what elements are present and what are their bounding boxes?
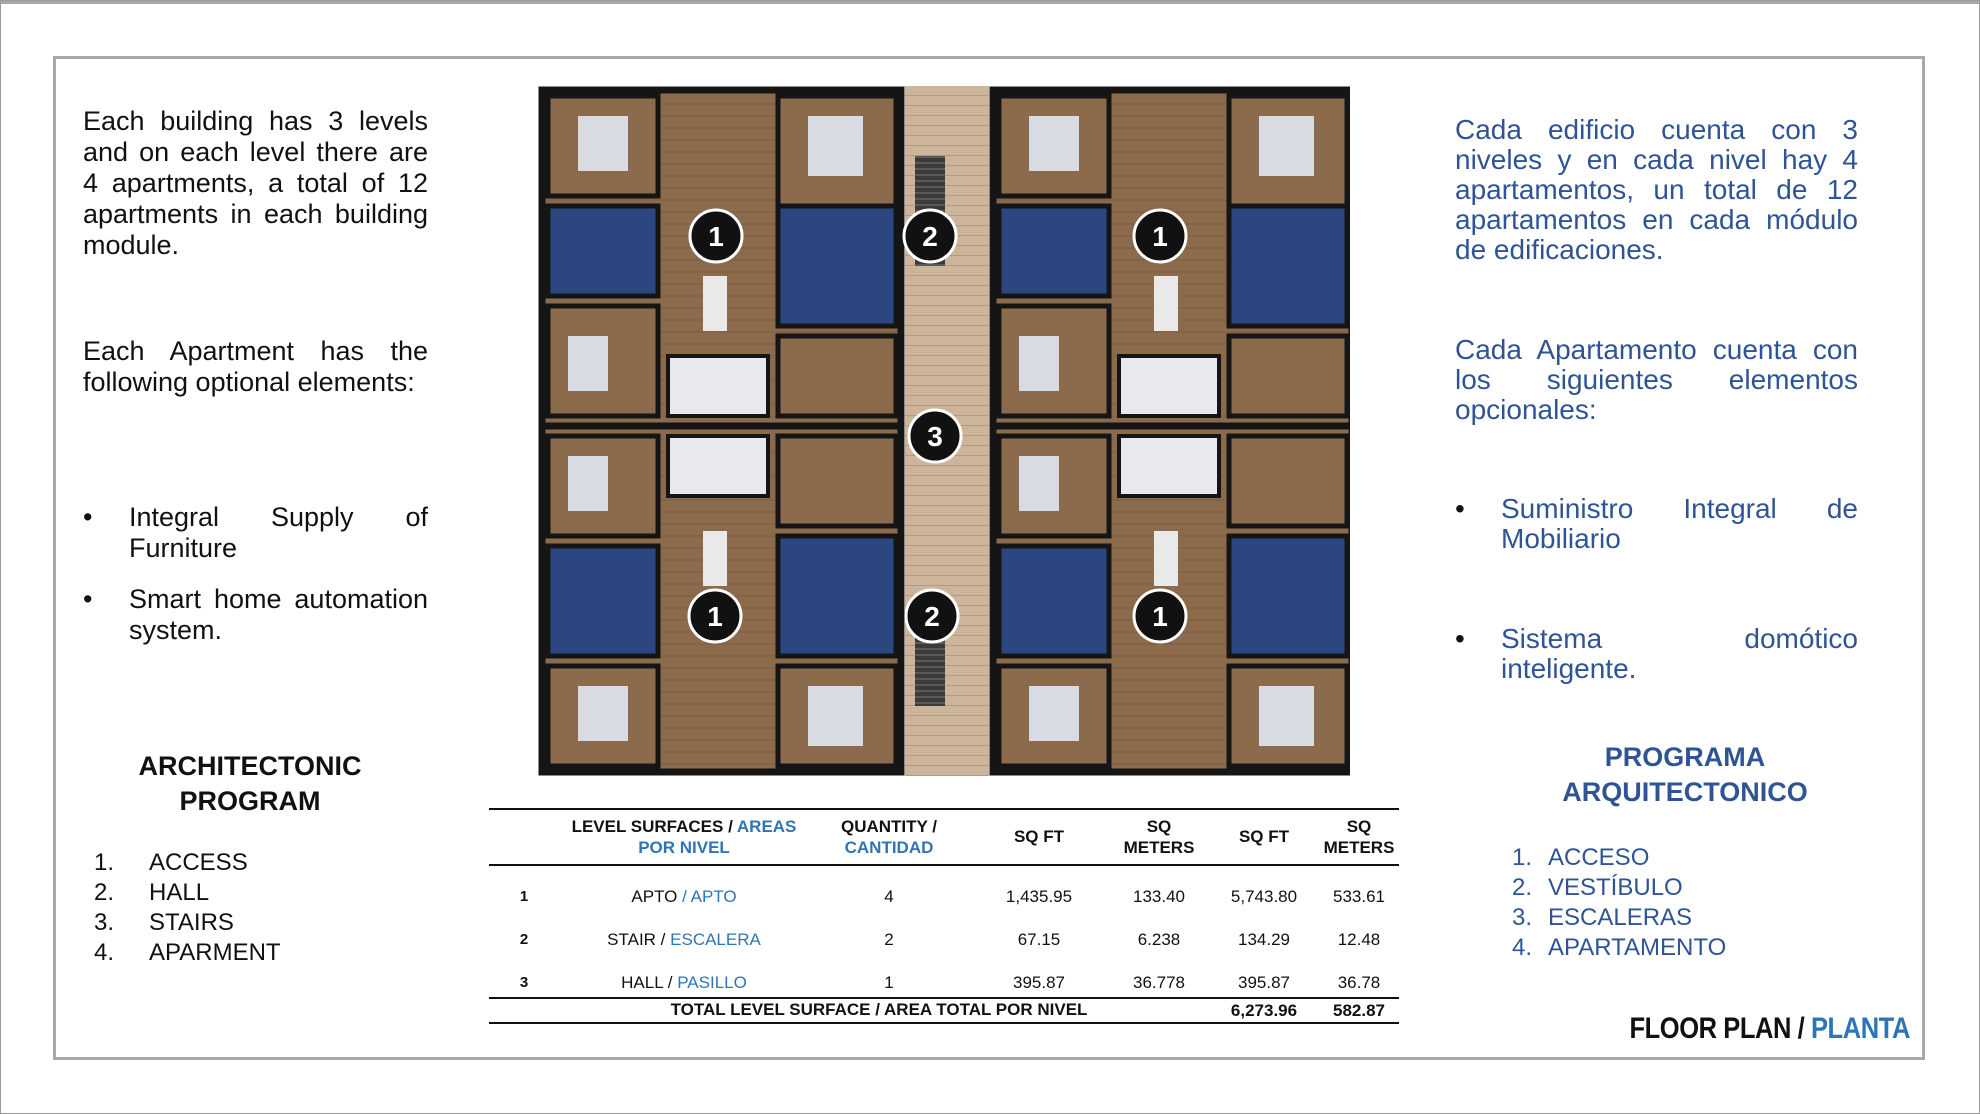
optional-list-es — [1455, 494, 1858, 754]
list-item: • Sistema domótico inteligente. — [1455, 624, 1858, 684]
header-sqm-total: SQ METERS — [1323, 817, 1395, 857]
header-sqft: SQ FT — [1013, 827, 1065, 846]
plan-marker-label: 1 — [707, 601, 723, 632]
list-item: 3. STAIRS — [94, 909, 234, 936]
program-title-en: ARCHITECTONIC PROGRAM — [138, 751, 362, 816]
plan-marker-label: 1 — [708, 221, 724, 252]
header-surface: LEVEL SURFACES / AREAS POR NIVEL — [571, 817, 797, 857]
floor-plan-image — [538, 86, 1350, 776]
total-sqft: 6,273.96 — [1230, 1001, 1298, 1020]
table-rule — [489, 1022, 1399, 1024]
intro-paragraph-es — [1455, 115, 1858, 265]
optional-paragraph-es — [1455, 335, 1858, 425]
optional-text-en: Each Apartment has the following optional elements: — [83, 336, 428, 397]
header-quantity: QUANTITY / CANTIDAD — [840, 817, 938, 857]
list-item: 1. ACCESO — [1512, 844, 1650, 871]
table-rule — [489, 864, 1399, 866]
list-item: 2. HALL — [94, 879, 210, 906]
header-sqm: SQ METERS — [1123, 817, 1195, 857]
program-list-en — [94, 848, 281, 968]
floor-plan-title: FLOOR PLAN / PLANTA — [1629, 1012, 1910, 1045]
list-item: • Smart home automation system. — [83, 584, 428, 646]
program-list-es — [1512, 843, 1726, 963]
list-item: • Integral Supply of Furniture — [83, 502, 428, 564]
list-item: • Suministro Integral de Mobiliario — [1455, 494, 1858, 554]
header-sqft-total: SQ FT — [1238, 827, 1290, 846]
table-rule — [489, 997, 1399, 999]
optional-list-en — [83, 502, 428, 666]
optional-paragraph-en — [83, 336, 428, 398]
program-title-es: PROGRAMA ARQUITECTONICO — [1562, 742, 1808, 807]
total-sqm: 582.87 — [1333, 1001, 1385, 1020]
plan-marker-label: 2 — [924, 601, 940, 632]
list-item: 3. ESCALERAS — [1512, 904, 1693, 931]
optional-text-es: Cada Apartamento cuenta con los siguientes elementos opcionales: — [1455, 334, 1858, 425]
intro-text-en: Each building has 3 levels and on each level there are 4 apartments, a total of 12 apartments in each building module. — [83, 106, 428, 260]
list-item: 1. ACCESS — [94, 849, 248, 876]
table-rule — [489, 808, 1399, 810]
intro-text-es: Cada edificio cuenta con 3 niveles y en cada nivel hay 4 apartamentos, un total de 12 apartamentos en cada módulo de edificaciones. — [1455, 114, 1858, 265]
plan-marker-label: 3 — [927, 421, 943, 452]
list-item: 4. APARMENT — [94, 939, 281, 966]
plan-marker-label: 1 — [1152, 221, 1168, 252]
plan-marker-label: 2 — [922, 221, 938, 252]
intro-paragraph-en — [83, 106, 428, 261]
plan-marker-label: 1 — [1152, 601, 1168, 632]
list-item: 2. VESTÍBULO — [1512, 874, 1683, 901]
list-item: 4. APARTAMENTO — [1512, 934, 1727, 961]
total-label: TOTAL LEVEL SURFACE / AREA TOTAL POR NIVEL — [670, 1000, 1088, 1019]
